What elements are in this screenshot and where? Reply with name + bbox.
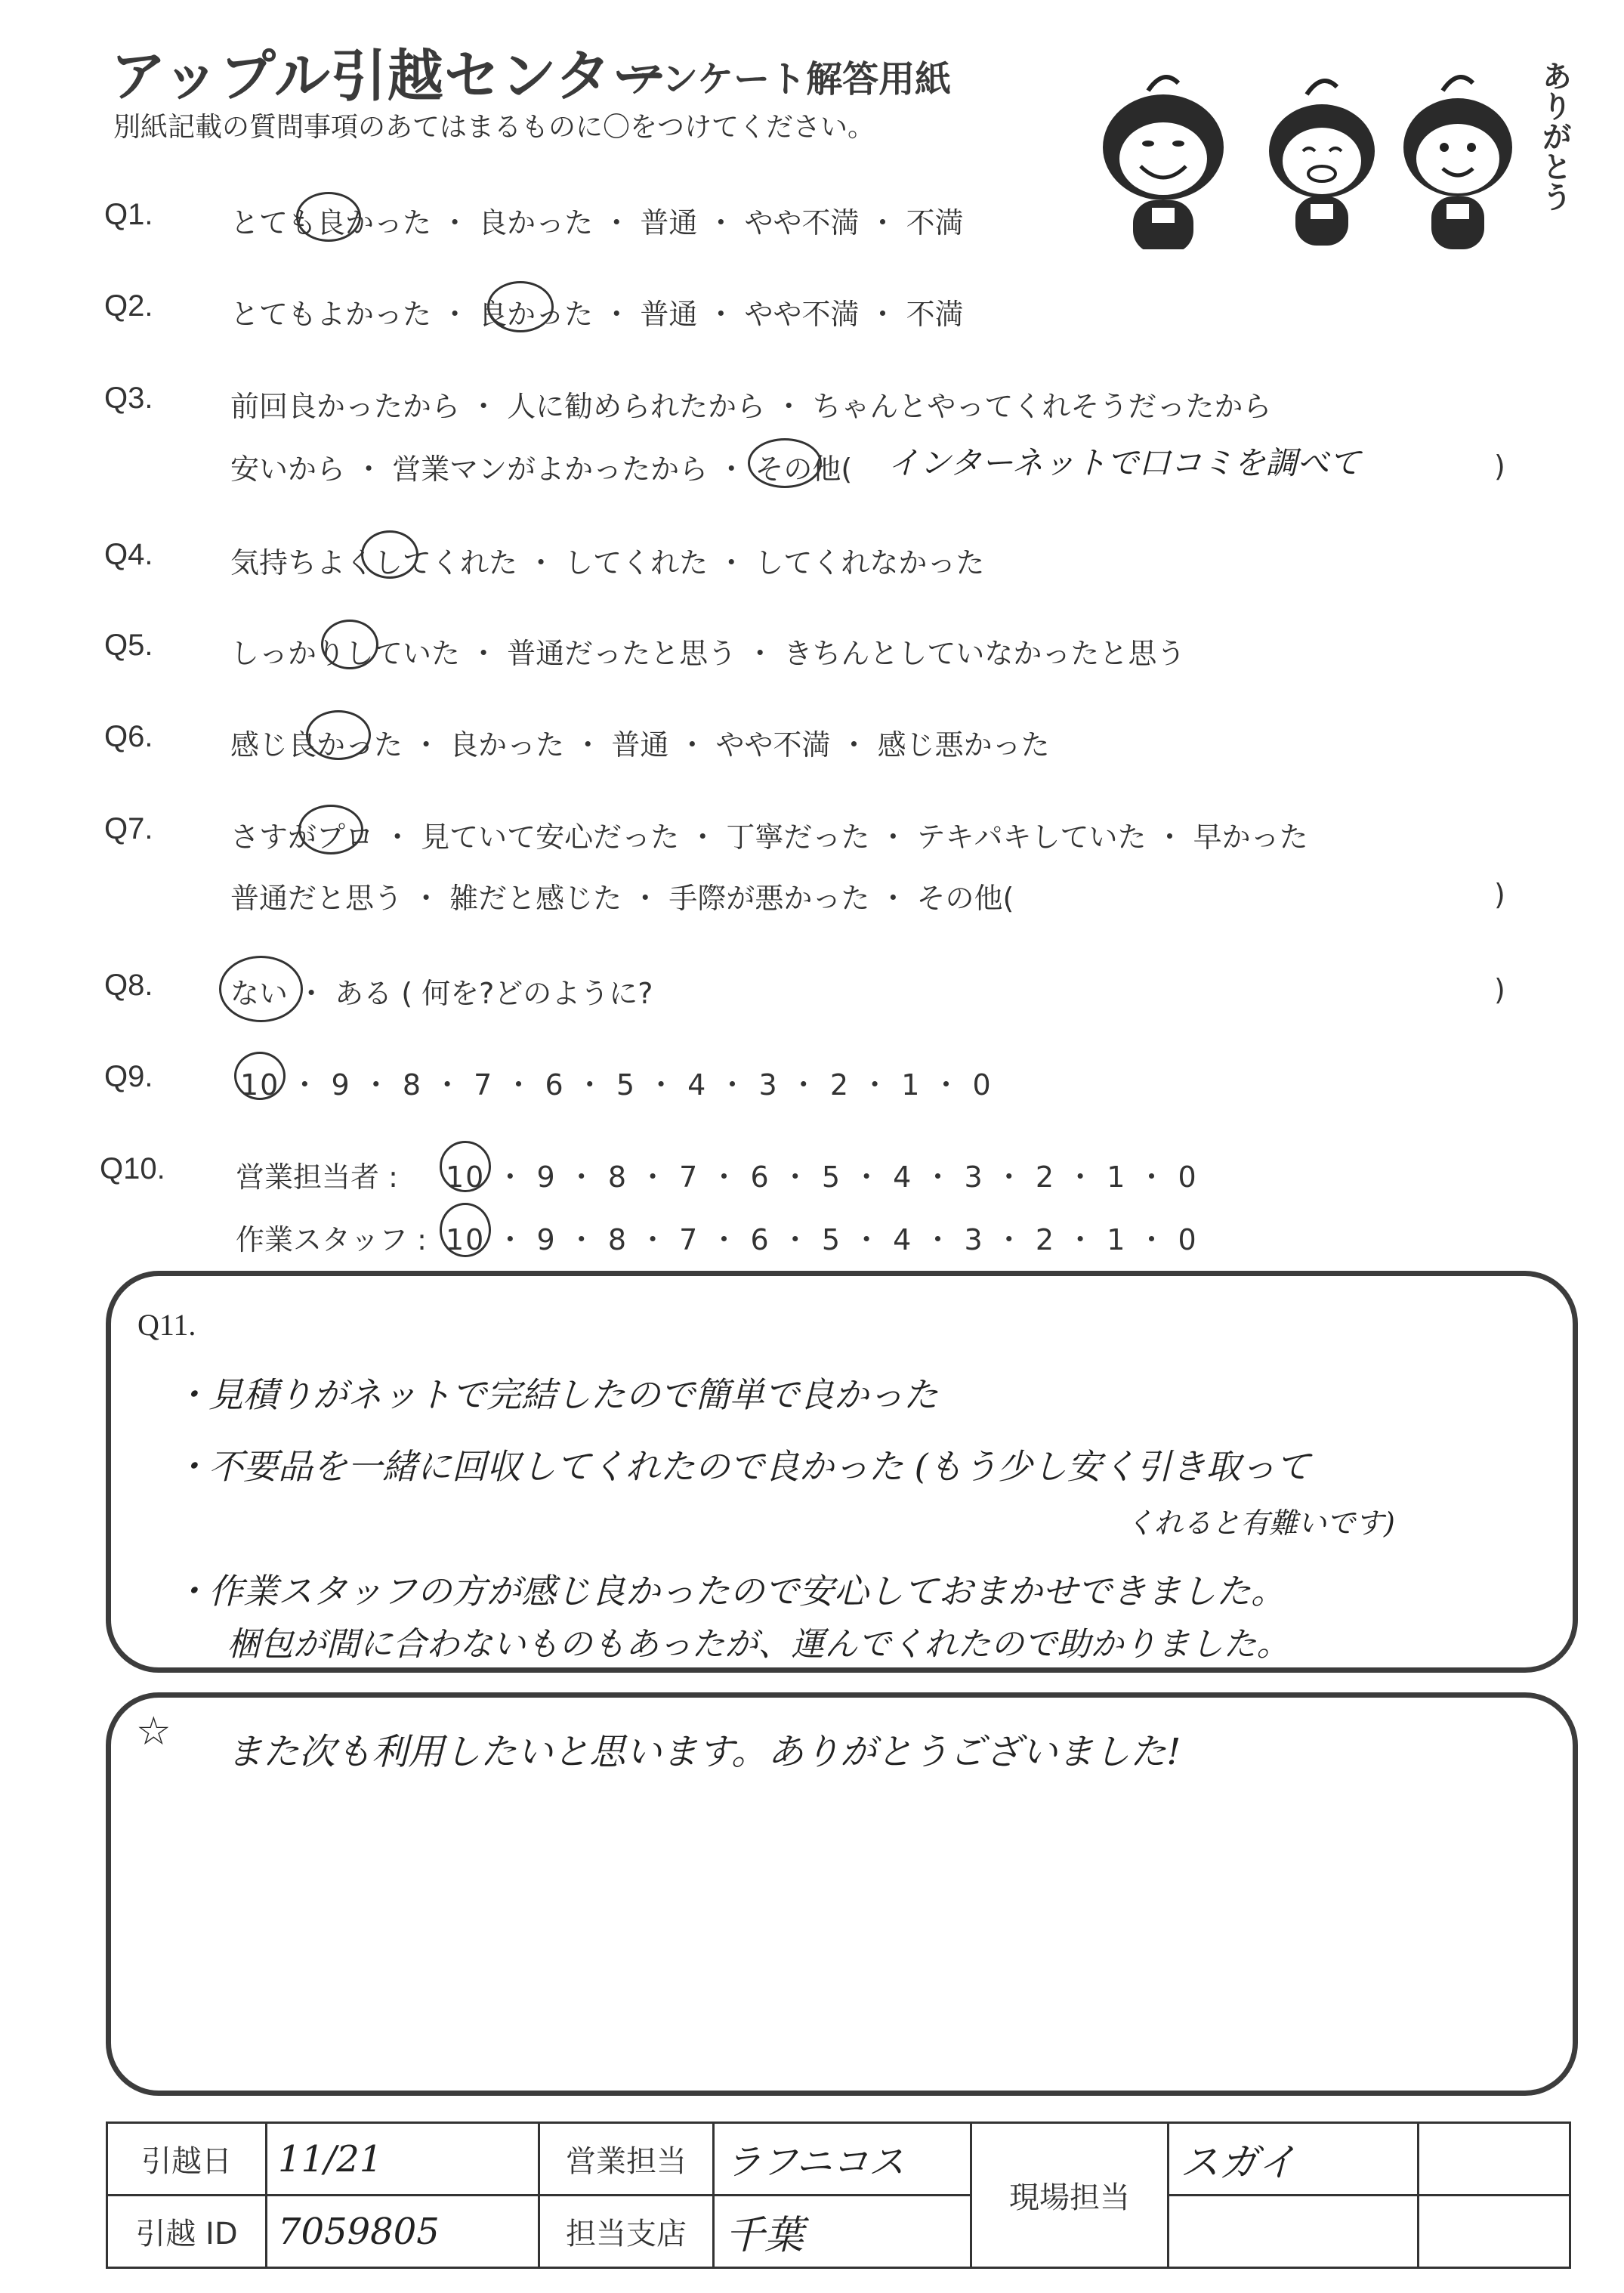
q3-options-line1: 前回良かったから ・ 人に勧められたから ・ ちゃんとやってくれそうだったから (230, 390, 1272, 423)
q3-other-handwritten: インターネットで口コミを調べて (888, 444, 1361, 481)
q8-close-paren: ) (1494, 973, 1505, 1006)
q10-staff-label: 作業スタッフ : (236, 1223, 427, 1256)
q3-selection-circle (748, 438, 822, 488)
q1-selection-circle (296, 192, 361, 242)
move-date-handwritten: 11/21 (278, 2137, 383, 2180)
move-id-handwritten: 7059805 (278, 2210, 440, 2253)
company-title: アップル引越センター (110, 44, 668, 109)
q4-selection-circle (361, 530, 418, 579)
star-icon: ☆ (136, 1709, 171, 1754)
move-date-value (267, 2123, 539, 2196)
q3-close-paren: ) (1494, 450, 1505, 483)
q8-options: ない ・ ある ( 何を?どのように? (230, 977, 653, 1010)
q10-sales-selection-circle (440, 1141, 491, 1192)
move-id-label: 引越 ID (107, 2196, 267, 2268)
q11-line-1: ・見積りがネットで完結したので簡単で良かった (174, 1374, 938, 1415)
q2-number: Q2. (104, 289, 153, 323)
site-rep-value (1169, 2123, 1419, 2196)
q6-number: Q6. (104, 720, 153, 753)
q10-sales-label: 営業担当者 : (236, 1160, 398, 1194)
q10-number: Q10. (100, 1152, 165, 1185)
q8-selection-circle (219, 956, 303, 1022)
q6-options: 感じ良かった ・ 良かった ・ 普通 ・ やや不満 ・ 感じ悪かった (230, 728, 1050, 762)
mascot-text: ありがとう (1537, 60, 1573, 212)
extra-cell-bottom (1419, 2196, 1570, 2268)
form-subtitle: アンケート解答用紙 (627, 58, 952, 100)
site-rep-handwritten: スガイ (1180, 2140, 1297, 2186)
mascot-illustration (1050, 53, 1594, 249)
q11-line-4: ・作業スタッフの方が感じ良かったので安心しておまかせできました。 (174, 1571, 1286, 1612)
q5-selection-circle (321, 620, 378, 669)
branch-handwritten: 千葉 (725, 2213, 804, 2258)
branch-label: 担当支店 (539, 2196, 714, 2268)
q9-number: Q9. (104, 1060, 153, 1093)
q8-number: Q8. (104, 969, 153, 1002)
q10-staff-selection-circle (440, 1203, 491, 1257)
instruction-text: 別紙記載の質問事項のあてはまるものに〇をつけてください。 (113, 112, 875, 143)
q5-options: しっかりしていた ・ 普通だったと思う ・ きちんとしていなかったと思う (230, 637, 1186, 670)
q11-line-5: 梱包が間に合わないものもあったが、運んでくれたので助かりました。 (227, 1625, 1290, 1664)
monkey-mascots-icon (1050, 53, 1594, 249)
star-comment-text: また次も利用したいと思います。ありがとうございました! (227, 1731, 1181, 1773)
q6-selection-circle (306, 710, 371, 760)
q3-options-line2: 安いから ・ 営業マンがよかったから ・ その他( (230, 453, 853, 486)
q7-selection-circle (298, 805, 363, 854)
q10-sales-scale: 10 ・ 9 ・ 8 ・ 7 ・ 6 ・ 5 ・ 4 ・ 3 ・ 2 ・ 1 ・ 0 (446, 1160, 1198, 1194)
q7-options-line2: 普通だと思う ・ 雑だと感じた ・ 手際が悪かった ・ その他( (230, 882, 1014, 915)
extra-cell-top (1419, 2123, 1570, 2196)
q9-selection-circle (234, 1052, 286, 1100)
footer-info-table (106, 2121, 1571, 2269)
q3-number: Q3. (104, 382, 153, 415)
q10-staff-scale: 10 ・ 9 ・ 8 ・ 7 ・ 6 ・ 5 ・ 4 ・ 3 ・ 2 ・ 1 ・ 0 (446, 1223, 1198, 1256)
branch-value (714, 2196, 971, 2268)
q11-line-3: くれると有難いです) (1125, 1507, 1395, 1540)
q1-number: Q1. (104, 198, 153, 231)
sales-rep-value (714, 2123, 971, 2196)
q7-number: Q7. (104, 812, 153, 845)
sales-rep-label: 営業担当 (539, 2123, 714, 2196)
q11-line-2: ・不要品を一緒に回収してくれたので良かった (もう少し安く引き取って (174, 1446, 1311, 1487)
q2-selection-circle (487, 281, 554, 332)
q9-scale: 10 ・ 9 ・ 8 ・ 7 ・ 6 ・ 5 ・ 4 ・ 3 ・ 2 ・ 1 ・ 0 (240, 1068, 993, 1102)
site-rep-value-bottom (1169, 2196, 1419, 2268)
q7-close-paren: ) (1494, 878, 1505, 911)
q11-label: Q11. (137, 1308, 196, 1342)
move-date-label: 引越日 (107, 2123, 267, 2196)
site-rep-label: 現場担当 (971, 2123, 1169, 2268)
move-id-value (267, 2196, 539, 2268)
q7-options-line1: さすがプロ ・ 見ていて安心だった ・ 丁寧だった ・ テキパキしていた ・ 早かった (230, 820, 1308, 854)
q2-options: とてもよかった ・ 良かった ・ 普通 ・ やや不満 ・ 不満 (230, 298, 964, 331)
q4-options: 気持ちよくしてくれた ・ してくれた ・ してくれなかった (230, 546, 985, 579)
q1-options: とても良かった ・ 良かった ・ 普通 ・ やや不満 ・ 不満 (230, 206, 964, 239)
q4-number: Q4. (104, 538, 153, 571)
q5-number: Q5. (104, 629, 153, 662)
sales-rep-handwritten: ラフニコス (725, 2141, 905, 2183)
